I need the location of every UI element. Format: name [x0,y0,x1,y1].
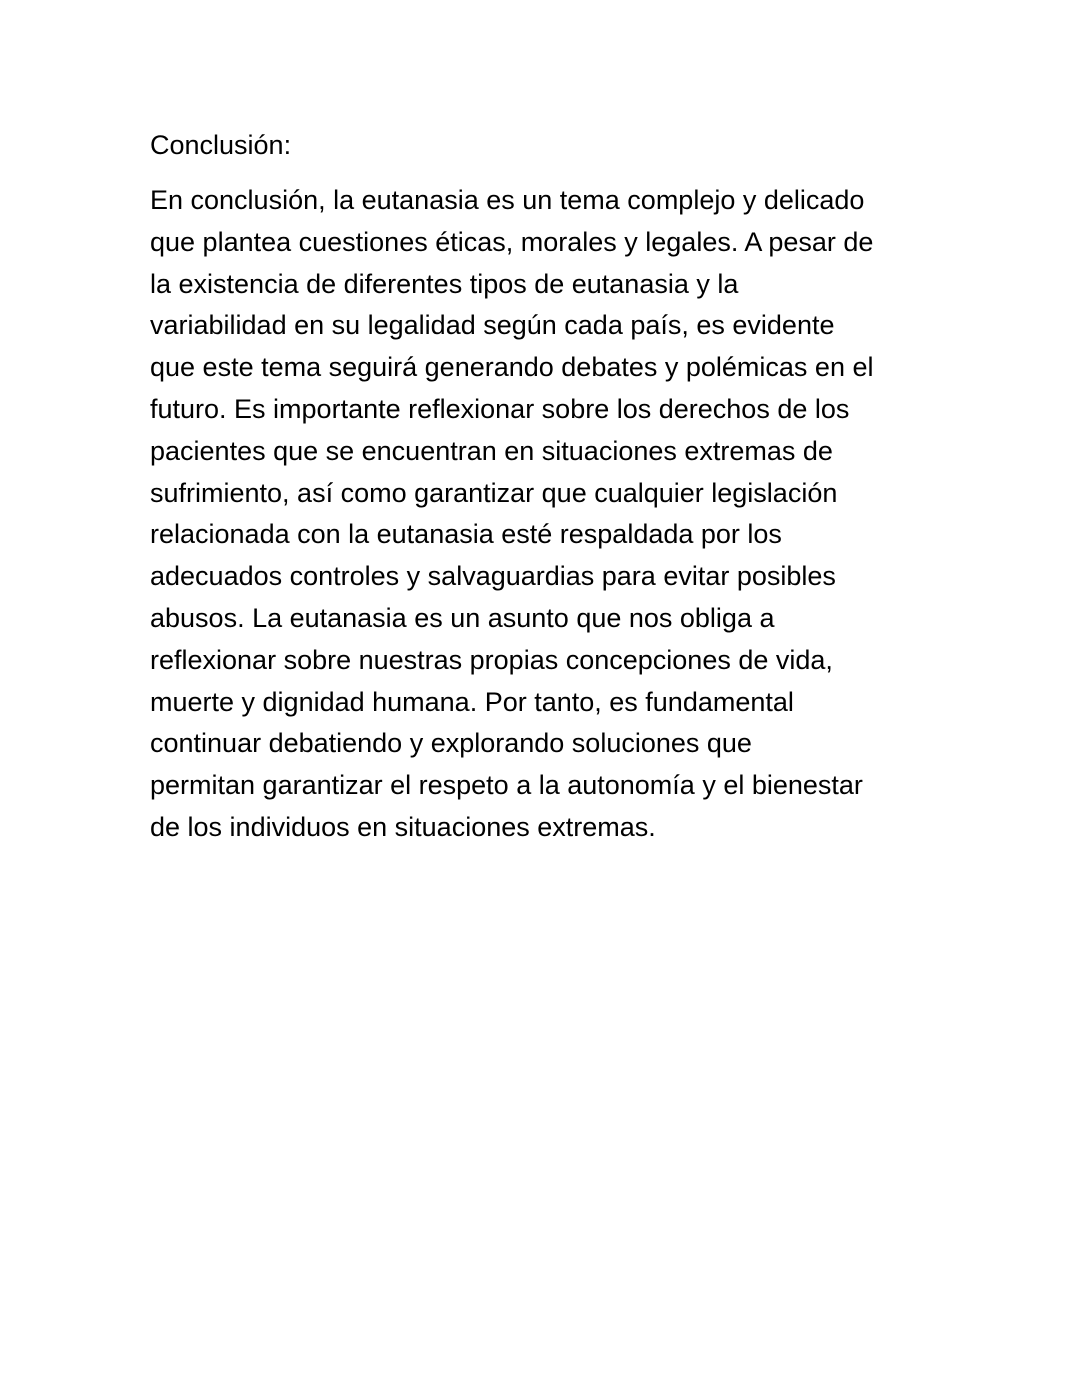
paragraph-line: reflexionar sobre nuestras propias concepciones de vida, [150,644,833,675]
paragraph-line: futuro. Es importante reflexionar sobre los derechos de los [150,393,850,424]
paragraph-line: que este tema seguirá generando debates y polémicas en el [150,352,874,383]
paragraph-line: permitan garantizar el respeto a la autonomía y el bienestar [150,770,863,801]
paragraph-line: que plantea cuestiones éticas, morales y legales. A pesar de [150,226,874,257]
paragraph-line: sufrimiento, así como garantizar que cualquier legislación [150,477,838,508]
conclusion-paragraph [150,180,940,849]
paragraph-line: continuar debatiendo y explorando soluciones que [150,728,752,759]
paragraph-line: adecuados controles y salvaguardias para evitar posibles [150,561,836,592]
paragraph-line: muerte y dignidad humana. Por tanto, es fundamental [150,686,794,717]
paragraph-line: pacientes que se encuentran en situaciones extremas de [150,435,833,466]
paragraph-line: la existencia de diferentes tipos de eutanasia y la [150,268,739,299]
section-heading: Conclusión: [150,130,292,160]
paragraph-line: variabilidad en su legalidad según cada país, es evidente [150,310,835,341]
document-content [150,124,940,849]
paragraph-line: de los individuos en situaciones extremas. [150,811,656,842]
paragraph-line: abusos. La eutanasia es un asunto que nos obliga a [150,602,775,633]
paragraph-line: En conclusión, la eutanasia es un tema complejo y delicado [150,185,865,215]
paragraph-line: relacionada con la eutanasia esté respaldada por los [150,519,782,550]
